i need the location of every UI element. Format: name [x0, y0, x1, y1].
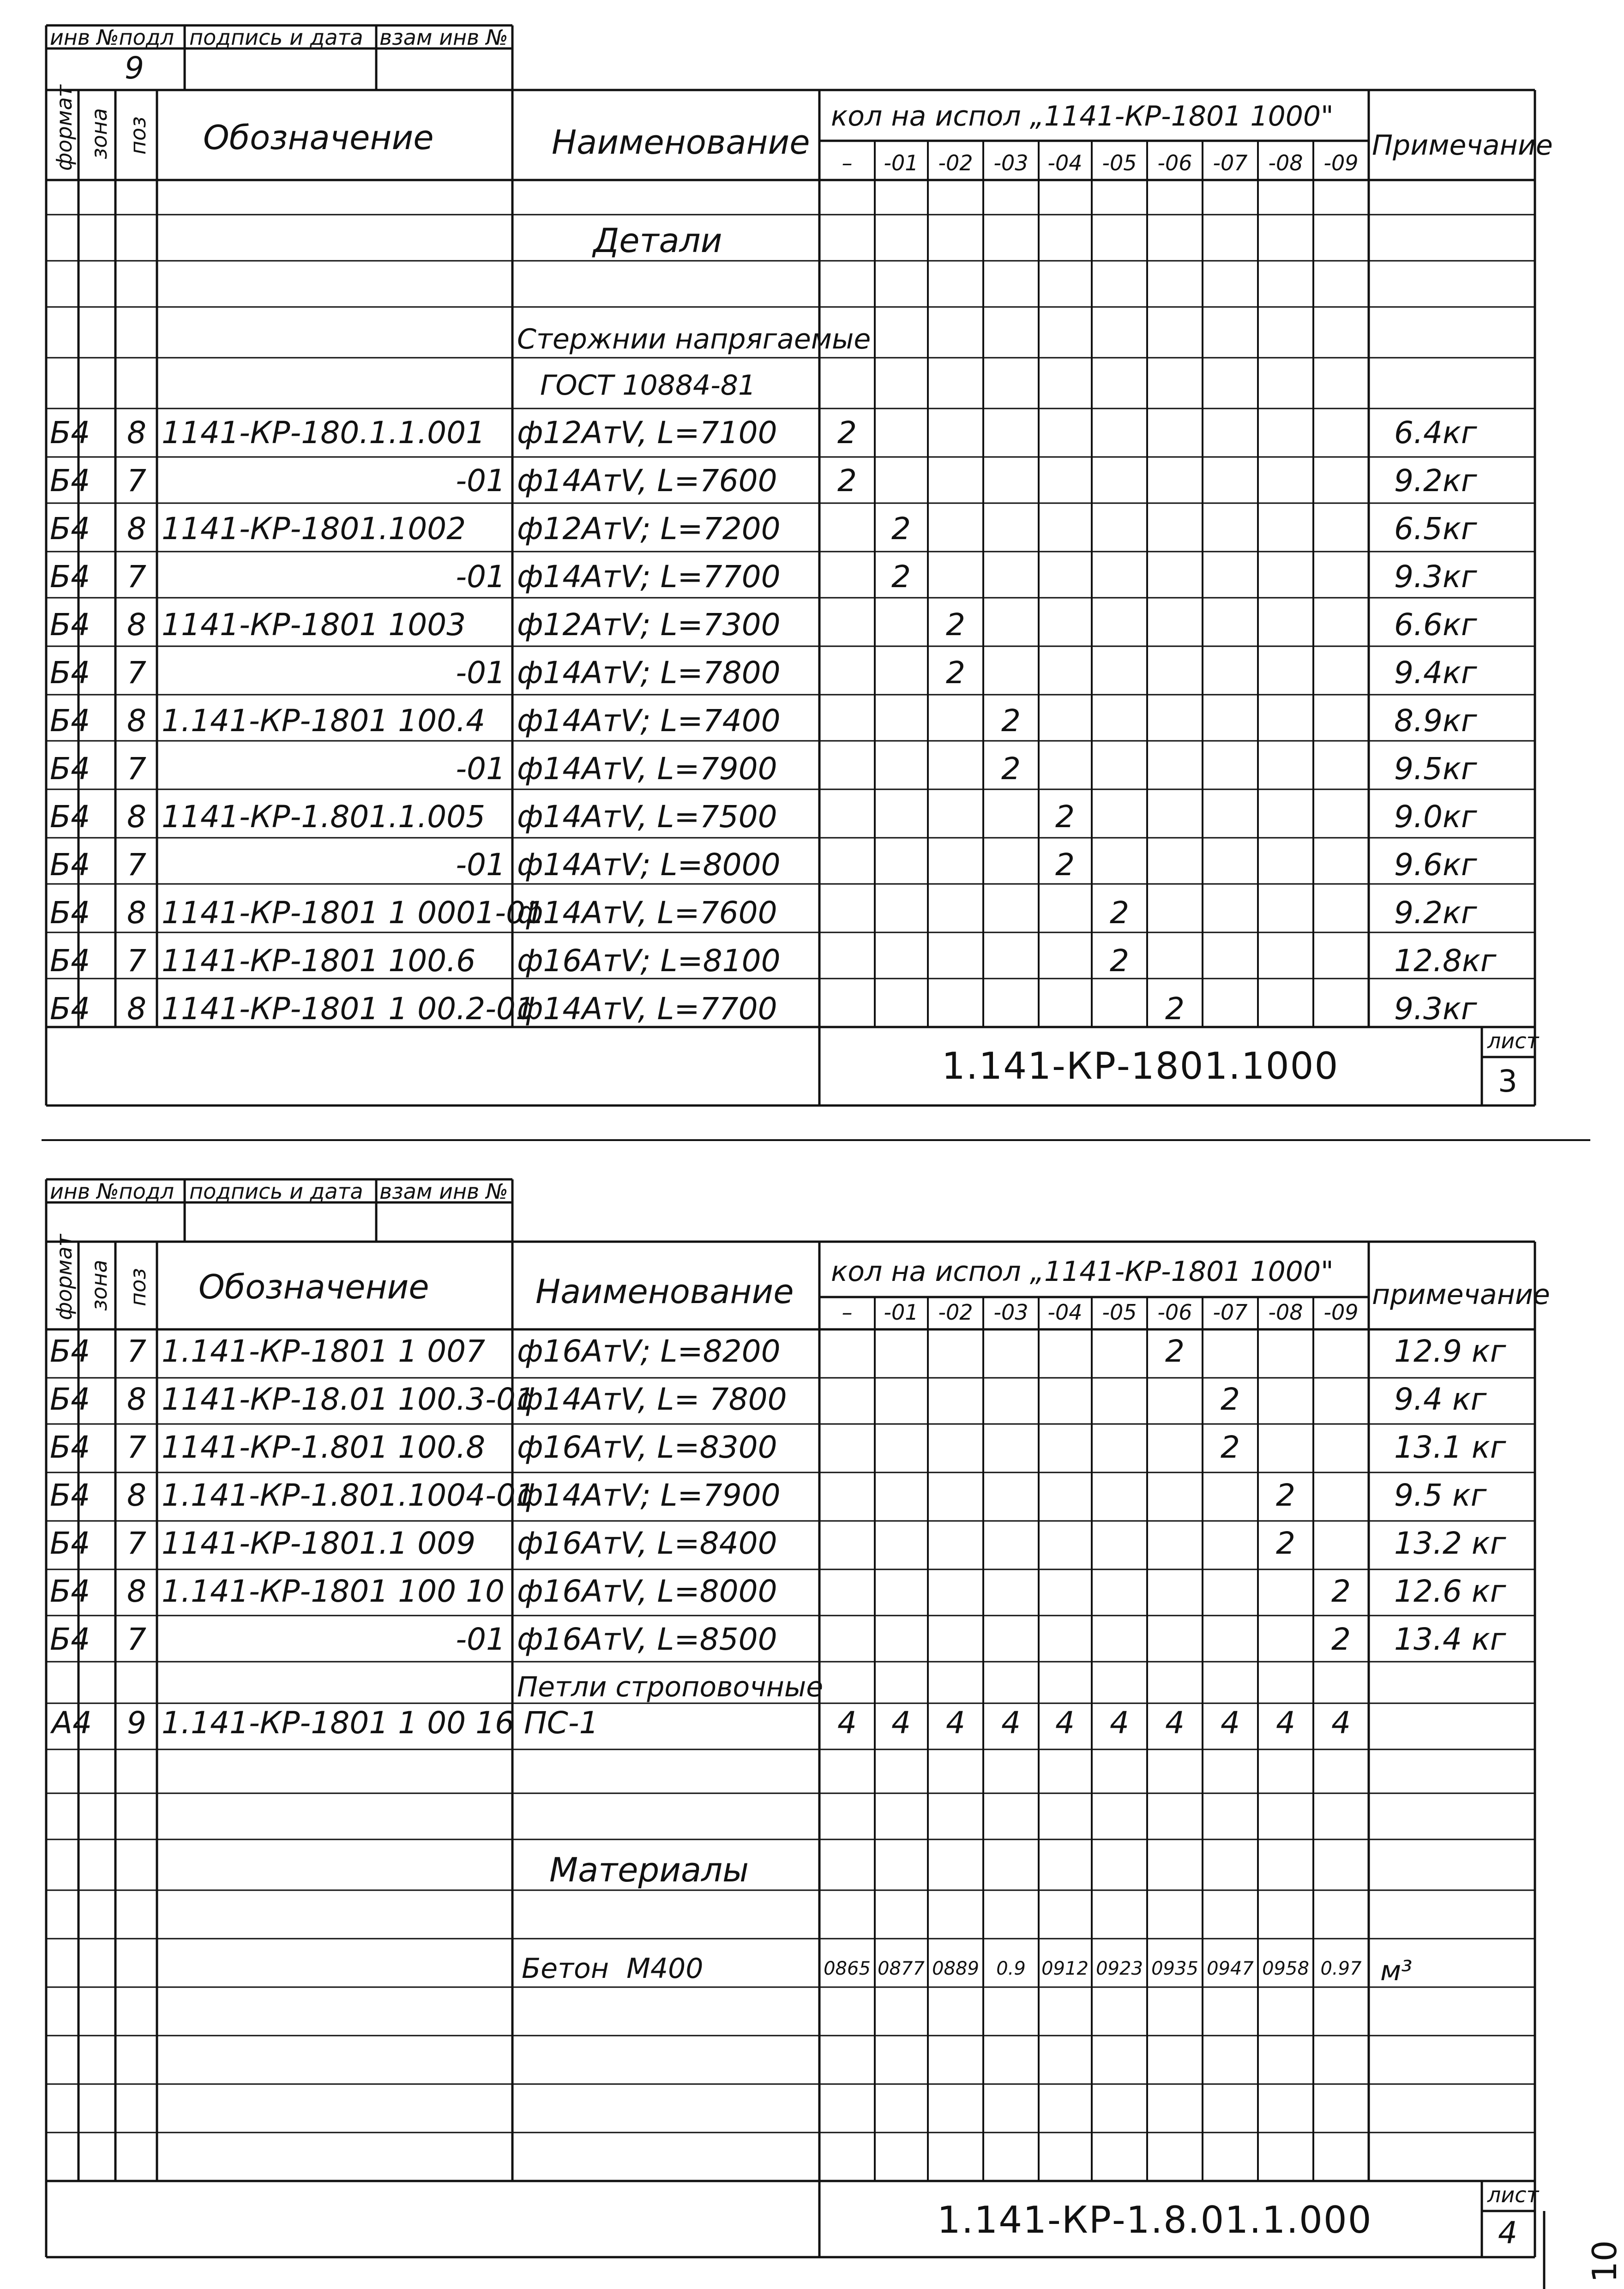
- s1-row-format: Б4: [50, 799, 90, 835]
- stamp2-podpis: подпись и дата: [189, 1179, 363, 1204]
- s2-row-oboz: -01: [456, 1622, 505, 1657]
- s2-row-qty: 2: [1331, 1574, 1351, 1609]
- s2-row-poz: 7: [127, 1622, 146, 1657]
- s1-row-note: 9.6кг: [1394, 847, 1477, 883]
- s2-row-format: Б4: [50, 1430, 90, 1465]
- s1-row-name: ф14АтV, L=7500: [517, 799, 777, 835]
- s2-row-name: ф16АтV, L=8400: [517, 1526, 777, 1561]
- s2-row-qty: 2: [1276, 1478, 1295, 1513]
- list-num-sheet1: 3: [1498, 1063, 1517, 1099]
- s1-row-note: 9.2кг: [1394, 895, 1477, 931]
- header2-format: формат: [52, 1234, 77, 1320]
- col-2: -02: [938, 150, 973, 175]
- s1-row-oboz: 1141-КР-180.1.1.001: [162, 415, 486, 451]
- section-detali: Детали: [593, 221, 722, 260]
- s1-row-poz: 7: [127, 847, 146, 883]
- beton-val-7: 0947: [1207, 1958, 1254, 1979]
- s1-row-oboz: -01: [456, 463, 505, 499]
- s1-row-format: Б4: [50, 463, 90, 499]
- s1-row-note: 8.9кг: [1394, 703, 1477, 739]
- petli-title: Петли строповочные: [517, 1671, 824, 1703]
- s1-row-name: ф12АтV; L=7200: [517, 511, 781, 547]
- s2-row-name: ф16АтV, L=8300: [517, 1430, 777, 1465]
- s2-row-poz: 7: [127, 1334, 146, 1369]
- s2-row-note: 9.5 кг: [1394, 1478, 1487, 1513]
- s1-row-name: ф12АтV, L=7100: [517, 415, 777, 451]
- s1-row-qty: 2: [1001, 703, 1021, 739]
- s1-row-qty: 2: [1165, 991, 1185, 1027]
- s1-row-name: ф14АтV; L=7800: [517, 655, 781, 691]
- s1-row-poz: 8: [127, 607, 146, 643]
- s2-row-oboz: 1.141-КР-1801 1 007: [162, 1334, 486, 1369]
- col-0: –: [842, 150, 853, 175]
- beton-name: Бетон М400: [522, 1953, 704, 1985]
- s1-row-oboz: 1141-КР-1801 1 00.2-01: [162, 991, 535, 1027]
- s1-row-poz: 8: [127, 703, 146, 739]
- s1-row-poz: 7: [127, 463, 146, 499]
- s1-row-name: ф14АтV, L=7600: [517, 463, 777, 499]
- s1-row-oboz: 1141-КР-1801 1003: [162, 607, 466, 643]
- s1-row-qty: 2: [946, 655, 965, 691]
- s1-row-note: 9.5кг: [1394, 751, 1477, 787]
- stamp-inv-podl: инв №подл: [50, 25, 174, 50]
- header-primechanie: Примечание: [1372, 129, 1553, 162]
- s2-row-name: ф16АтV, L=8500: [517, 1622, 777, 1657]
- s1-row-name: ф12АтV; L=7300: [517, 607, 781, 643]
- s1-row-note: 6.5кг: [1394, 511, 1477, 547]
- s1-row-format: Б4: [50, 991, 90, 1027]
- s1-row-qty: 2: [1055, 847, 1075, 883]
- s1-row-oboz: 1141-КР-1.801.1.005: [162, 799, 486, 835]
- s1-row-qty: 2: [837, 463, 857, 499]
- header2-zona: зона: [87, 1260, 112, 1311]
- s2-row-format: Б4: [50, 1574, 90, 1609]
- beton-unit: м³: [1380, 1955, 1413, 1987]
- stamp2-inv-podl: инв №подл: [50, 1179, 174, 1204]
- col2-0: –: [842, 1300, 853, 1325]
- s1-row-qty: 2: [1110, 943, 1129, 979]
- petli-qty-0: 4: [837, 1705, 857, 1741]
- s2-row-format: Б4: [50, 1526, 90, 1561]
- s1-row-format: Б4: [50, 655, 90, 691]
- s1-row-note: 9.3кг: [1394, 559, 1477, 595]
- s1-row-oboz: -01: [456, 847, 505, 883]
- s2-row-note: 12.9 кг: [1394, 1334, 1506, 1369]
- stamp-podpis: подпись и дата: [189, 25, 363, 50]
- s2-row-note: 9.4 кг: [1394, 1382, 1487, 1417]
- beton-val-5: 0923: [1096, 1958, 1143, 1979]
- s1-row-qty: 2: [1055, 799, 1075, 835]
- s1-row-poz: 8: [127, 511, 146, 547]
- beton-val-9: 0.97: [1320, 1958, 1362, 1979]
- s1-row-oboz: -01: [456, 559, 505, 595]
- col2-5: -05: [1102, 1300, 1137, 1325]
- s1-row-oboz: 1141-КР-1801 1 0001-01: [162, 895, 545, 931]
- petli-poz: 9: [127, 1705, 146, 1741]
- petli-qty-4: 4: [1055, 1705, 1075, 1741]
- petli-name: ПС-1: [524, 1705, 599, 1741]
- s2-row-name: ф16АтV; L=8200: [517, 1334, 781, 1369]
- col2-1: -01: [884, 1300, 919, 1325]
- beton-val-2: 0889: [932, 1958, 979, 1979]
- s1-row-note: 9.2кг: [1394, 463, 1477, 499]
- petli-qty-1: 4: [891, 1705, 911, 1741]
- header-oboznachenie: Обозначение: [203, 118, 434, 157]
- petli-qty-7: 4: [1221, 1705, 1240, 1741]
- s2-row-poz: 7: [127, 1430, 146, 1465]
- s2-row-qty: 2: [1276, 1526, 1295, 1561]
- petli-qty-2: 4: [946, 1705, 965, 1741]
- col-5: -05: [1102, 150, 1137, 175]
- list-num-sheet2: 4: [1498, 2215, 1517, 2251]
- s1-row-poz: 8: [127, 895, 146, 931]
- s1-row-qty: 2: [891, 511, 911, 547]
- header-poz: поз: [126, 116, 150, 155]
- s1-row-name: ф14АтV; L=7700: [517, 559, 781, 595]
- col2-6: -06: [1157, 1300, 1192, 1325]
- s1-row-poz: 7: [127, 751, 146, 787]
- s1-row-name: ф14АтV, L=7600: [517, 895, 777, 931]
- beton-val-8: 0958: [1262, 1958, 1309, 1979]
- s1-row-oboz: 1141-КР-1801.1002: [162, 511, 466, 547]
- s1-row-qty: 2: [1110, 895, 1129, 931]
- header-zona: зона: [87, 108, 112, 159]
- s1-row-oboz: 1141-КР-1801 100.6: [162, 943, 476, 979]
- s2-row-note: 13.1 кг: [1394, 1430, 1506, 1465]
- col2-7: -07: [1213, 1300, 1248, 1325]
- s2-row-note: 13.4 кг: [1394, 1622, 1506, 1657]
- s1-row-oboz: -01: [456, 751, 505, 787]
- header2-oboznachenie: Обозначение: [198, 1268, 429, 1306]
- s2-row-qty: 2: [1221, 1430, 1240, 1465]
- petli-qty-9: 4: [1331, 1705, 1351, 1741]
- s2-row-qty: 2: [1331, 1622, 1351, 1657]
- s2-row-qty: 2: [1165, 1334, 1185, 1369]
- doc-code-sheet1: 1.141-КР-1801.1000: [942, 1045, 1339, 1087]
- col-4: -04: [1047, 150, 1083, 175]
- header2-naimenovanie: Наименование: [535, 1272, 794, 1311]
- header2-poz: поз: [126, 1268, 150, 1306]
- s1-row-format: Б4: [50, 607, 90, 643]
- col2-3: -03: [993, 1300, 1029, 1325]
- s1-row-qty: 2: [946, 607, 965, 643]
- col-3: -03: [993, 150, 1029, 175]
- s1-row-name: ф16АтV; L=8100: [517, 943, 781, 979]
- col2-9: -09: [1323, 1300, 1359, 1325]
- s1-row-format: Б4: [50, 415, 90, 451]
- s1-row-format: Б4: [50, 559, 90, 595]
- s1-row-poz: 8: [127, 991, 146, 1027]
- s1-row-name: ф14АтV; L=7400: [517, 703, 781, 739]
- header-naimenovanie: Наименование: [552, 123, 810, 162]
- s2-row-oboz: 1141-КР-1.801 100.8: [162, 1430, 486, 1465]
- s2-row-oboz: 1.141-КР-1.801.1004-01: [162, 1478, 535, 1513]
- s1-row-format: Б4: [50, 847, 90, 883]
- s1-row-name: ф14АтV, L=7900: [517, 751, 777, 787]
- s1-row-format: Б4: [50, 943, 90, 979]
- petli-format: А4: [52, 1705, 92, 1741]
- s2-row-format: Б4: [50, 1622, 90, 1657]
- subtitle-gost: ГОСТ 10884-81: [540, 369, 756, 402]
- s2-row-poz: 8: [127, 1382, 146, 1417]
- s1-row-note: 12.8кг: [1394, 943, 1497, 979]
- s1-row-note: 9.4кг: [1394, 655, 1477, 691]
- beton-val-0: 0865: [824, 1958, 871, 1979]
- s2-row-note: 13.2 кг: [1394, 1526, 1506, 1561]
- s1-row-qty: 2: [891, 559, 911, 595]
- beton-val-1: 0877: [878, 1958, 925, 1979]
- s2-row-name: ф14АтV, L= 7800: [517, 1382, 787, 1417]
- s1-row-name: ф14АтV; L=8000: [517, 847, 781, 883]
- doc-code-sheet2: 1.141-КР-1.8.01.1.000: [937, 2199, 1372, 2241]
- s1-row-oboz: 1.141-КР-1801 100.4: [162, 703, 486, 739]
- s1-row-format: Б4: [50, 511, 90, 547]
- s2-row-format: Б4: [50, 1382, 90, 1417]
- s1-row-note: 6.6кг: [1394, 607, 1477, 643]
- s1-row-format: Б4: [50, 751, 90, 787]
- s1-row-name: ф14АтV, L=7700: [517, 991, 777, 1027]
- petli-qty-5: 4: [1110, 1705, 1129, 1741]
- s1-row-qty: 2: [1001, 751, 1021, 787]
- stamp-vzam: взам инв №: [379, 25, 508, 50]
- petli-oboz: 1.141-КР-1801 1 00 16: [162, 1705, 515, 1741]
- s1-row-qty: 2: [837, 415, 857, 451]
- page-number: 10: [1585, 2240, 1624, 2283]
- s1-row-oboz: -01: [456, 655, 505, 691]
- s2-row-format: Б4: [50, 1334, 90, 1369]
- s2-row-name: ф14АтV; L=7900: [517, 1478, 781, 1513]
- s1-row-note: 9.0кг: [1394, 799, 1477, 835]
- s2-row-note: 12.6 кг: [1394, 1574, 1506, 1609]
- s2-row-poz: 8: [127, 1478, 146, 1513]
- col2-2: -02: [938, 1300, 973, 1325]
- col-1: -01: [884, 150, 919, 175]
- stamp-inv-value: 9: [125, 50, 144, 86]
- s2-row-poz: 7: [127, 1526, 146, 1561]
- s2-row-name: ф16АтV, L=8000: [517, 1574, 777, 1609]
- header2-primechanie: примечание: [1372, 1279, 1550, 1311]
- s1-row-note: 6.4кг: [1394, 415, 1477, 451]
- col-9: -09: [1323, 150, 1359, 175]
- s1-row-poz: 7: [127, 943, 146, 979]
- beton-val-6: 0935: [1151, 1958, 1198, 1979]
- s2-row-oboz: 1141-КР-1801.1 009: [162, 1526, 476, 1561]
- s2-row-poz: 8: [127, 1574, 146, 1609]
- s2-row-oboz: 1.141-КР-1801 100 10: [162, 1574, 505, 1609]
- header-format: формат: [52, 84, 77, 171]
- s2-row-qty: 2: [1221, 1382, 1240, 1417]
- beton-val-4: 0912: [1041, 1958, 1089, 1979]
- col2-4: -04: [1047, 1300, 1083, 1325]
- petli-qty-8: 4: [1276, 1705, 1295, 1741]
- col-7: -07: [1213, 150, 1248, 175]
- s1-row-poz: 8: [127, 799, 146, 835]
- s1-row-poz: 8: [127, 415, 146, 451]
- subtitle-sterzhni: Стержнии напрягаемые: [517, 323, 871, 355]
- s1-row-poz: 7: [127, 559, 146, 595]
- list-label-sheet2: лист: [1487, 2182, 1539, 2207]
- s2-row-format: Б4: [50, 1478, 90, 1513]
- petli-qty-6: 4: [1165, 1705, 1185, 1741]
- materials-title: Материалы: [549, 1850, 749, 1889]
- s1-row-format: Б4: [50, 895, 90, 931]
- list-label-sheet1: лист: [1487, 1028, 1539, 1053]
- header-kol: кол на испол „1141-КР-1801 1000": [831, 100, 1334, 132]
- s2-row-oboz: 1141-КР-18.01 100.3-01: [162, 1382, 535, 1417]
- s1-row-note: 9.3кг: [1394, 991, 1477, 1027]
- header2-kol: кол на испол „1141-КР-1801 1000": [831, 1256, 1334, 1288]
- s1-row-format: Б4: [50, 703, 90, 739]
- col2-8: -08: [1268, 1300, 1303, 1325]
- s1-row-poz: 7: [127, 655, 146, 691]
- stamp2-vzam: взам инв №: [379, 1179, 508, 1204]
- col-6: -06: [1157, 150, 1192, 175]
- col-8: -08: [1268, 150, 1303, 175]
- beton-val-3: 0.9: [996, 1958, 1026, 1979]
- petli-qty-3: 4: [1001, 1705, 1021, 1741]
